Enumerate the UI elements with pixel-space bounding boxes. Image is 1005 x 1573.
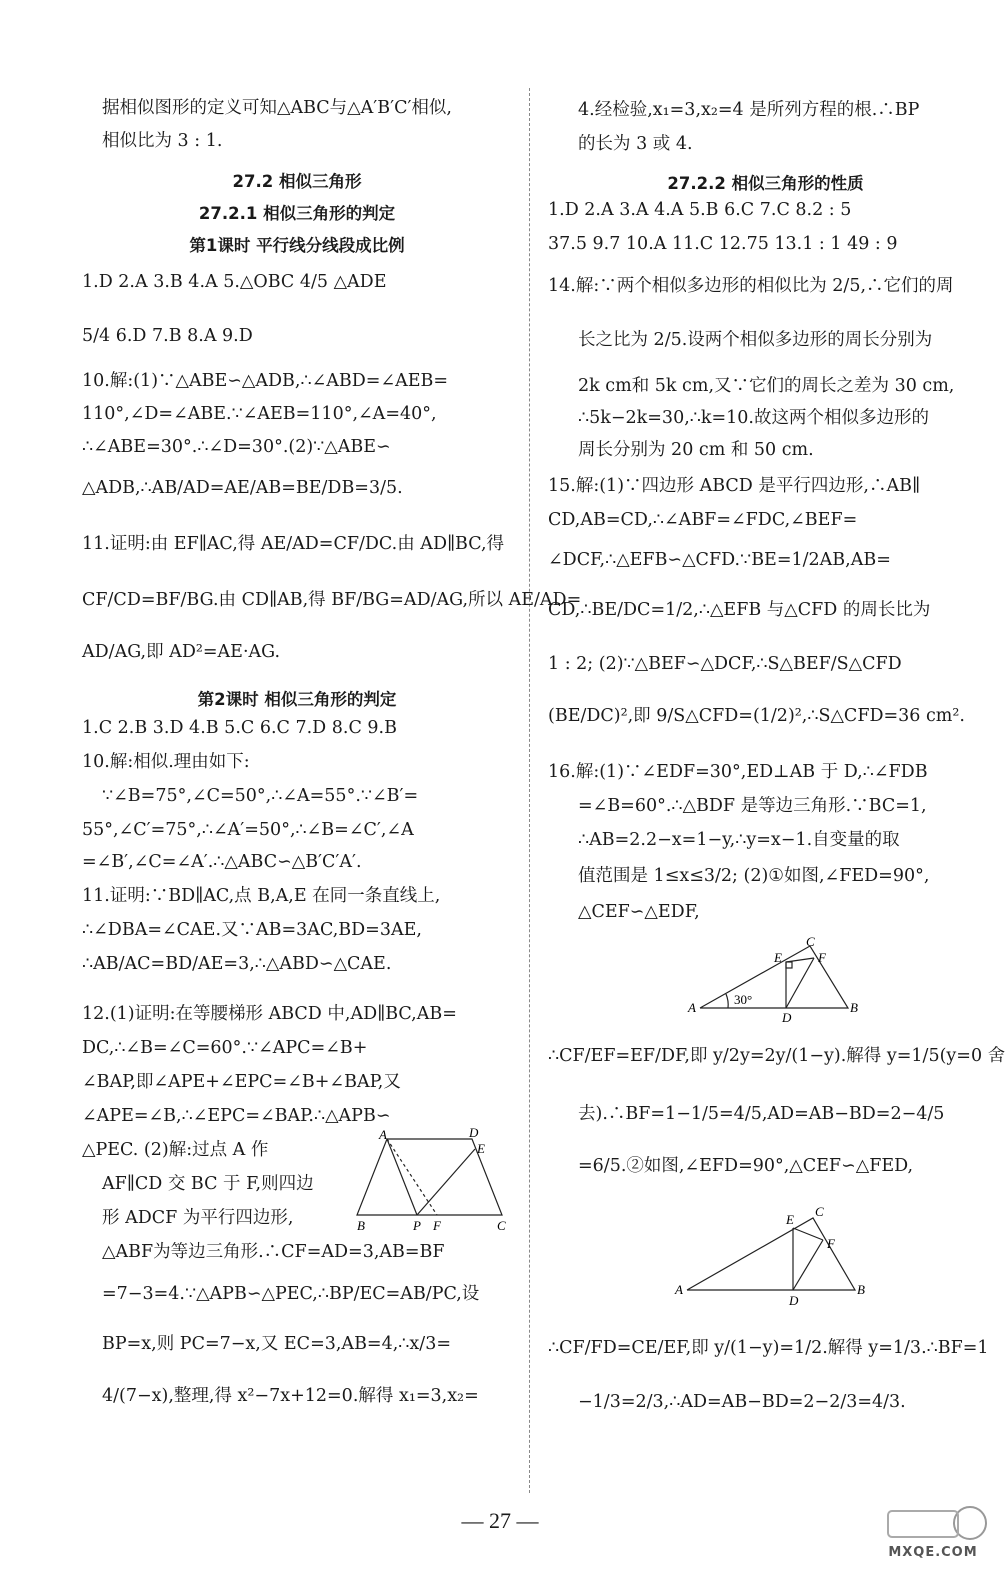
solution-line: △ADB,∴AB/AD=AE/AB=BE/DB=3/5. <box>82 478 403 498</box>
solution-line: 10.解:相似.理由如下: <box>82 752 250 772</box>
section-heading: 27.2 相似三角形 <box>232 172 362 191</box>
triangle-figure-1 <box>688 934 868 1028</box>
label-F: F <box>818 950 826 965</box>
solution-line: 4/(7−x),整理,得 x²−7x+12=0.解得 x₁=3,x₂= <box>102 1386 479 1406</box>
label-B: B <box>850 1000 858 1015</box>
solution-line: ∠DCF,∴△EFB∽△CFD.∵BE=1/2AB,AB= <box>548 550 891 570</box>
solution-line: 的长为 3 或 4. <box>578 134 693 154</box>
solution-line: 形 ADCF 为平行四边形, <box>102 1208 294 1228</box>
label-B: B <box>857 1282 865 1297</box>
watermark-text: MXQE.COM <box>888 1545 978 1560</box>
solution-line: =∠B=60°.∴△BDF 是等边三角形.∵BC=1, <box>578 796 927 816</box>
solution-line: △PEC. (2)解:过点 A 作 <box>82 1140 269 1160</box>
solution-line: 长之比为 2/5.设两个相似多边形的周长分别为 <box>578 330 933 350</box>
answer-line: 1.C 2.B 3.D 4.B 5.C 6.C 7.D 8.C 9.B <box>82 718 397 738</box>
solution-line: 11.证明:∵BD∥AC,点 B,A,E 在同一条直线上, <box>82 886 441 906</box>
solution-line: 12.(1)证明:在等腰梯形 ABCD 中,AD∥BC,AB= <box>82 1004 457 1024</box>
solution-line: BP=x,则 PC=7−x,又 EC=3,AB=4,∴x/3= <box>102 1334 451 1354</box>
subsection-heading: 27.2.1 相似三角形的判定 <box>198 204 396 223</box>
solution-line: DC,∴∠B=∠C=60°.∵∠APC=∠B+ <box>82 1038 368 1058</box>
solution-line: ∴AB=2.2−x=1−y,∴y=x−1.自变量的取 <box>578 830 900 850</box>
label-B: B <box>357 1218 365 1233</box>
text-line: 据相似图形的定义可知△ABC与△A′B′C′相似, <box>102 98 452 118</box>
solution-line: CF/CD=BF/BG.由 CD∥AB,得 BF/BG=AD/AG,所以 AE/AD= <box>82 590 582 610</box>
answer-line: 5/4 6.D 7.B 8.A 9.D <box>82 326 253 346</box>
left-column <box>82 88 582 1488</box>
label-A: A <box>379 1127 387 1142</box>
watermark-logo <box>878 1503 988 1563</box>
solution-line: =6/5.②如图,∠EFD=90°,△CEF∽△FED, <box>578 1156 914 1176</box>
label-D: D <box>469 1125 479 1140</box>
solution-line: −1/3=2/3,∴AD=AB−BD=2−2/3=4/3. <box>578 1392 906 1412</box>
label-A: A <box>675 1282 683 1297</box>
solution-line: AF∥CD 交 BC 于 F,则四边 <box>102 1174 314 1194</box>
label-C: C <box>815 1204 824 1219</box>
column-divider <box>529 88 530 1493</box>
trapezoid-figure <box>357 1125 512 1233</box>
triangle-figure-2 <box>673 1206 873 1306</box>
label-C: C <box>497 1218 506 1233</box>
solution-line: 1 : 2; (2)∵△BEF∽△DCF,∴S△BEF/S△CFD <box>548 654 902 674</box>
label-E: E <box>774 950 782 965</box>
lesson-heading: 第1课时 平行线分线段成比例 <box>189 236 405 255</box>
page-number: — 27 — <box>461 1508 539 1533</box>
solution-line: 55°,∠C′=75°,∴∠A′=50°,∴∠B=∠C′,∠A <box>82 820 414 840</box>
solution-line: =∠B′,∠C=∠A′.∴△ABC∽△B′C′A′. <box>82 852 362 872</box>
solution-line: ∴∠ABE=30°.∴∠D=30°.(2)∵△ABE∽ <box>82 437 391 457</box>
solution-line: △CEF∽△EDF, <box>578 902 700 922</box>
answer-line: 37.5 9.7 10.A 11.C 12.75 13.1 : 1 49 : 9 <box>548 234 898 254</box>
solution-line: ∠BAP,即∠APE+∠EPC=∠B+∠BAP,又 <box>82 1072 401 1092</box>
label-F: F <box>827 1236 835 1251</box>
solution-line: 值范围是 1≤x≤3/2; (2)①如图,∠FED=90°, <box>578 866 930 886</box>
solution-line: CD,∴BE/DC=1/2,∴△EFB 与△CFD 的周长比为 <box>548 600 931 620</box>
label-F: F <box>433 1218 441 1233</box>
solution-line: ∵∠B=75°,∠C=50°,∴∠A=55°.∵∠B′= <box>102 786 419 806</box>
solution-line: =7−3=4.∵△APB∽△PEC,∴BP/EC=AB/PC,设 <box>102 1284 480 1304</box>
solution-line: 去).∴BF=1−1/5=4/5,AD=AB−BD=2−4/5 <box>578 1104 945 1124</box>
solution-line: 10.解:(1)∵△ABE∽△ADB,∴∠ABD=∠AEB= <box>82 371 449 391</box>
solution-line: ∴CF/EF=EF/DF,即 y/2y=2y/(1−y).解得 y=1/5(y=0 舍 <box>548 1046 1005 1066</box>
label-P: P <box>413 1218 421 1233</box>
solution-line: 4.经检验,x₁=3,x₂=4 是所列方程的根.∴BP <box>578 100 920 120</box>
solution-line: CD,AB=CD,∴∠ABF=∠FDC,∠BEF= <box>548 510 858 530</box>
solution-line: 2k cm和 5k cm,又∵它们的周长之差为 30 cm, <box>578 376 955 396</box>
solution-line: △ABF为等边三角形.∴CF=AD=3,AB=BF <box>102 1242 445 1262</box>
subsection-heading: 27.2.2 相似三角形的性质 <box>667 174 864 193</box>
solution-line: 110°,∠D=∠ABE.∵∠AEB=110°,∠A=40°, <box>82 404 437 424</box>
solution-line: 周长分别为 20 cm 和 50 cm. <box>578 440 814 460</box>
label-E: E <box>786 1212 794 1227</box>
solution-line: 11.证明:由 EF∥AC,得 AE/AD=CF/DC.由 AD∥BC,得 <box>82 534 505 554</box>
solution-line: ∴CF/FD=CE/EF,即 y/(1−y)=1/2.解得 y=1/3.∴BF=1 <box>548 1338 989 1358</box>
angle-label: 30° <box>734 992 753 1007</box>
solution-line: AD/AG,即 AD²=AE·AG. <box>82 642 281 662</box>
solution-line: 15.解:(1)∵四边形 ABCD 是平行四边形,∴AB∥ <box>548 476 921 496</box>
solution-line: 16.解:(1)∵∠EDF=30°,ED⊥AB 于 D,∴∠FDB <box>548 762 928 782</box>
solution-line: ∠APE=∠B,∴∠EPC=∠BAP.∴△APB∽ <box>82 1106 391 1126</box>
answer-line: 1.D 2.A 3.B 4.A 5.△OBC 4/5 △ADE <box>82 272 387 292</box>
label-A: A <box>688 1000 696 1015</box>
answer-line: 1.D 2.A 3.A 4.A 5.B 6.C 7.C 8.2 : 5 <box>548 200 852 220</box>
solution-line: (BE/DC)²,即 9/S△CFD=(1/2)²,∴S△CFD=36 cm². <box>548 706 965 726</box>
label-C: C <box>806 934 815 949</box>
solution-line: 14.解:∵两个相似多边形的相似比为 2/5,∴它们的周 <box>548 276 954 296</box>
label-D: D <box>782 1010 792 1025</box>
label-E: E <box>477 1141 485 1156</box>
solution-line: ∴AB/AC=BD/AE=3,∴△ABD∽△CAE. <box>82 954 392 974</box>
text-line: 相似比为 3 : 1. <box>102 131 223 151</box>
solution-line: ∴∠DBA=∠CAE.又∵AB=3AC,BD=3AE, <box>82 920 422 940</box>
right-column <box>548 88 1005 1488</box>
lesson-heading: 第2课时 相似三角形的判定 <box>197 690 397 709</box>
label-D: D <box>789 1293 799 1308</box>
watermark-icon <box>878 1503 988 1547</box>
solution-line: ∴5k−2k=30,∴k=10.故这两个相似多边形的 <box>578 408 929 428</box>
